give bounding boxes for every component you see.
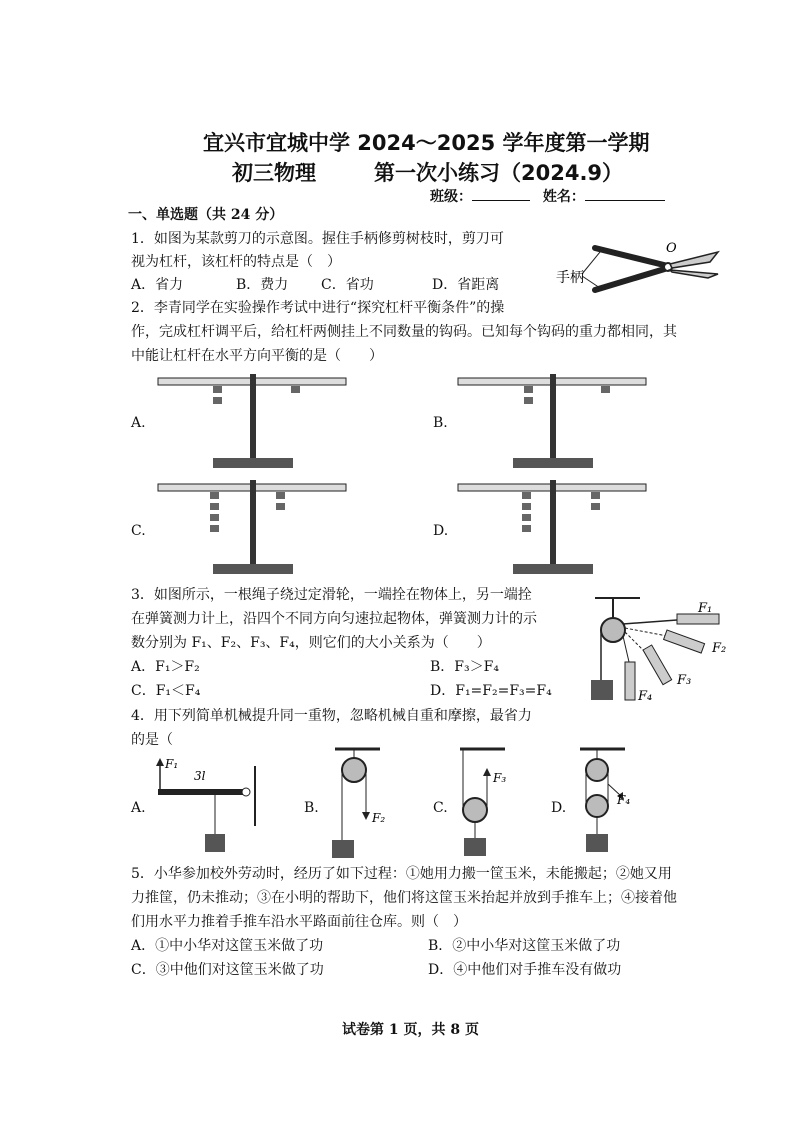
test-name: 第一次小练习（2024.9） bbox=[374, 161, 624, 185]
q3-option-b: B．F₃＞F₄ bbox=[430, 659, 499, 675]
subject-title: 初三物理 bbox=[232, 161, 316, 185]
q4-option-b: B. bbox=[304, 800, 319, 816]
lever-figure-d bbox=[458, 478, 648, 578]
shears-figure bbox=[550, 238, 720, 310]
lever-figure-a bbox=[158, 372, 348, 472]
section-heading: 一、单选题（共 24 分） bbox=[128, 207, 284, 223]
pulley-label-f2: F₂ bbox=[712, 641, 727, 656]
q3-line3: 数分别为 F₁、F₂、F₃、F₄，则它们的大小关系为（ ） bbox=[131, 635, 491, 651]
q5-option-a: A．①中小华对这筐玉米做了功 bbox=[131, 938, 324, 954]
pulley-label-f1: F₁ bbox=[698, 601, 713, 616]
q2-option-b: B. bbox=[433, 415, 448, 431]
q1-line1: 1．如图为某款剪刀的示意图。握住手柄修剪树枝时，剪刀可 bbox=[131, 231, 504, 247]
class-field bbox=[430, 185, 665, 209]
q4-line1: 4．用下列简单机械提升同一重物，忽略机械自重和摩擦，最省力 bbox=[131, 708, 532, 724]
name-label: 姓名： bbox=[542, 189, 585, 205]
q3-line1: 3．如图所示，一根绳子绕过定滑轮，一端拴在物体上，另一端拴 bbox=[131, 587, 532, 603]
q1-option-a: A．省力 bbox=[131, 277, 184, 293]
class-label: 班级： bbox=[430, 189, 472, 205]
q1-option-c: C．省功 bbox=[321, 277, 374, 293]
q5-line1: 5．小华参加校外劳动时，经历了如下过程：①她用力搬一筐玉米，未能搬起；②她又用 bbox=[131, 866, 672, 882]
q5-line2: 力推筐，仍未推动；③在小明的帮助下，他们将这筐玉米抬起并放到手推车上；④接着他 bbox=[131, 890, 677, 906]
q2-option-d: D. bbox=[433, 523, 449, 539]
q5-option-d: D．④中他们对手推车没有做功 bbox=[428, 962, 622, 978]
pulley-label-f3: F₃ bbox=[677, 673, 692, 688]
q2-line1: 2．李青同学在实验操作考试中进行“探究杠杆平衡条件”的操 bbox=[131, 300, 505, 316]
q5-option-c: C．③中他们对这筐玉米做了功 bbox=[131, 962, 324, 978]
q2-line3: 中能让杠杆在水平方向平衡的是（ ） bbox=[131, 348, 383, 364]
machine-figure-c bbox=[455, 744, 535, 859]
q4-option-a: A. bbox=[131, 800, 146, 816]
q2-option-a: A. bbox=[131, 415, 146, 431]
machine-d-force-label: F₄ bbox=[617, 793, 631, 807]
shears-handle-label: 手柄 bbox=[556, 270, 584, 286]
page-footer: 试卷第 1 页，共 8 页 bbox=[342, 1022, 479, 1038]
q3-line2: 在弹簧测力计上，沿四个不同方向匀速拉起物体，弹簧测力计的示 bbox=[131, 611, 537, 627]
exam-title: 宜兴市宜城中学 2024～2025 学年度第一学期 bbox=[203, 131, 650, 155]
q4-option-c: C. bbox=[433, 800, 448, 816]
q4-line2: 的是（ bbox=[131, 732, 173, 748]
machine-a-length-label: 3l bbox=[194, 769, 206, 783]
q5-option-b: B．②中小华对这筐玉米做了功 bbox=[428, 938, 621, 954]
machine-figure-b bbox=[330, 744, 410, 859]
lever-figure-c bbox=[158, 478, 348, 578]
q3-option-d: D．F₁=F₂=F₃=F₄ bbox=[430, 683, 552, 699]
q3-option-c: C．F₁＜F₄ bbox=[131, 683, 201, 699]
name-blank[interactable] bbox=[585, 186, 665, 201]
q4-option-d: D. bbox=[551, 800, 567, 816]
pulley-label-f4: F₄ bbox=[638, 689, 653, 704]
q3-option-a: A．F₁＞F₂ bbox=[131, 659, 200, 675]
class-blank[interactable] bbox=[472, 186, 530, 201]
machine-figure-d bbox=[575, 744, 655, 859]
q1-line2: 视为杠杆，该杠杆的特点是（ ） bbox=[131, 254, 341, 270]
machine-b-force-label: F₂ bbox=[372, 811, 386, 825]
machine-figure-a bbox=[150, 756, 270, 854]
shears-pivot-label: O bbox=[666, 241, 677, 256]
q2-line2: 作，完成杠杆调平后，给杠杆两侧挂上不同数量的钩码。已知每个钩码的重力都相同，其 bbox=[131, 324, 677, 340]
q5-line3: 们用水平力推着手推车沿水平路面前往仓库。则（ ） bbox=[131, 914, 467, 930]
q1-option-b: B．费力 bbox=[236, 277, 289, 293]
q1-option-d: D．省距离 bbox=[432, 277, 500, 293]
lever-figure-b bbox=[458, 372, 648, 472]
machine-a-force-label: F₁ bbox=[165, 757, 179, 771]
pulley-scales-figure bbox=[585, 592, 735, 707]
machine-c-force-label: F₃ bbox=[493, 771, 507, 785]
q2-option-c: C. bbox=[131, 523, 146, 539]
